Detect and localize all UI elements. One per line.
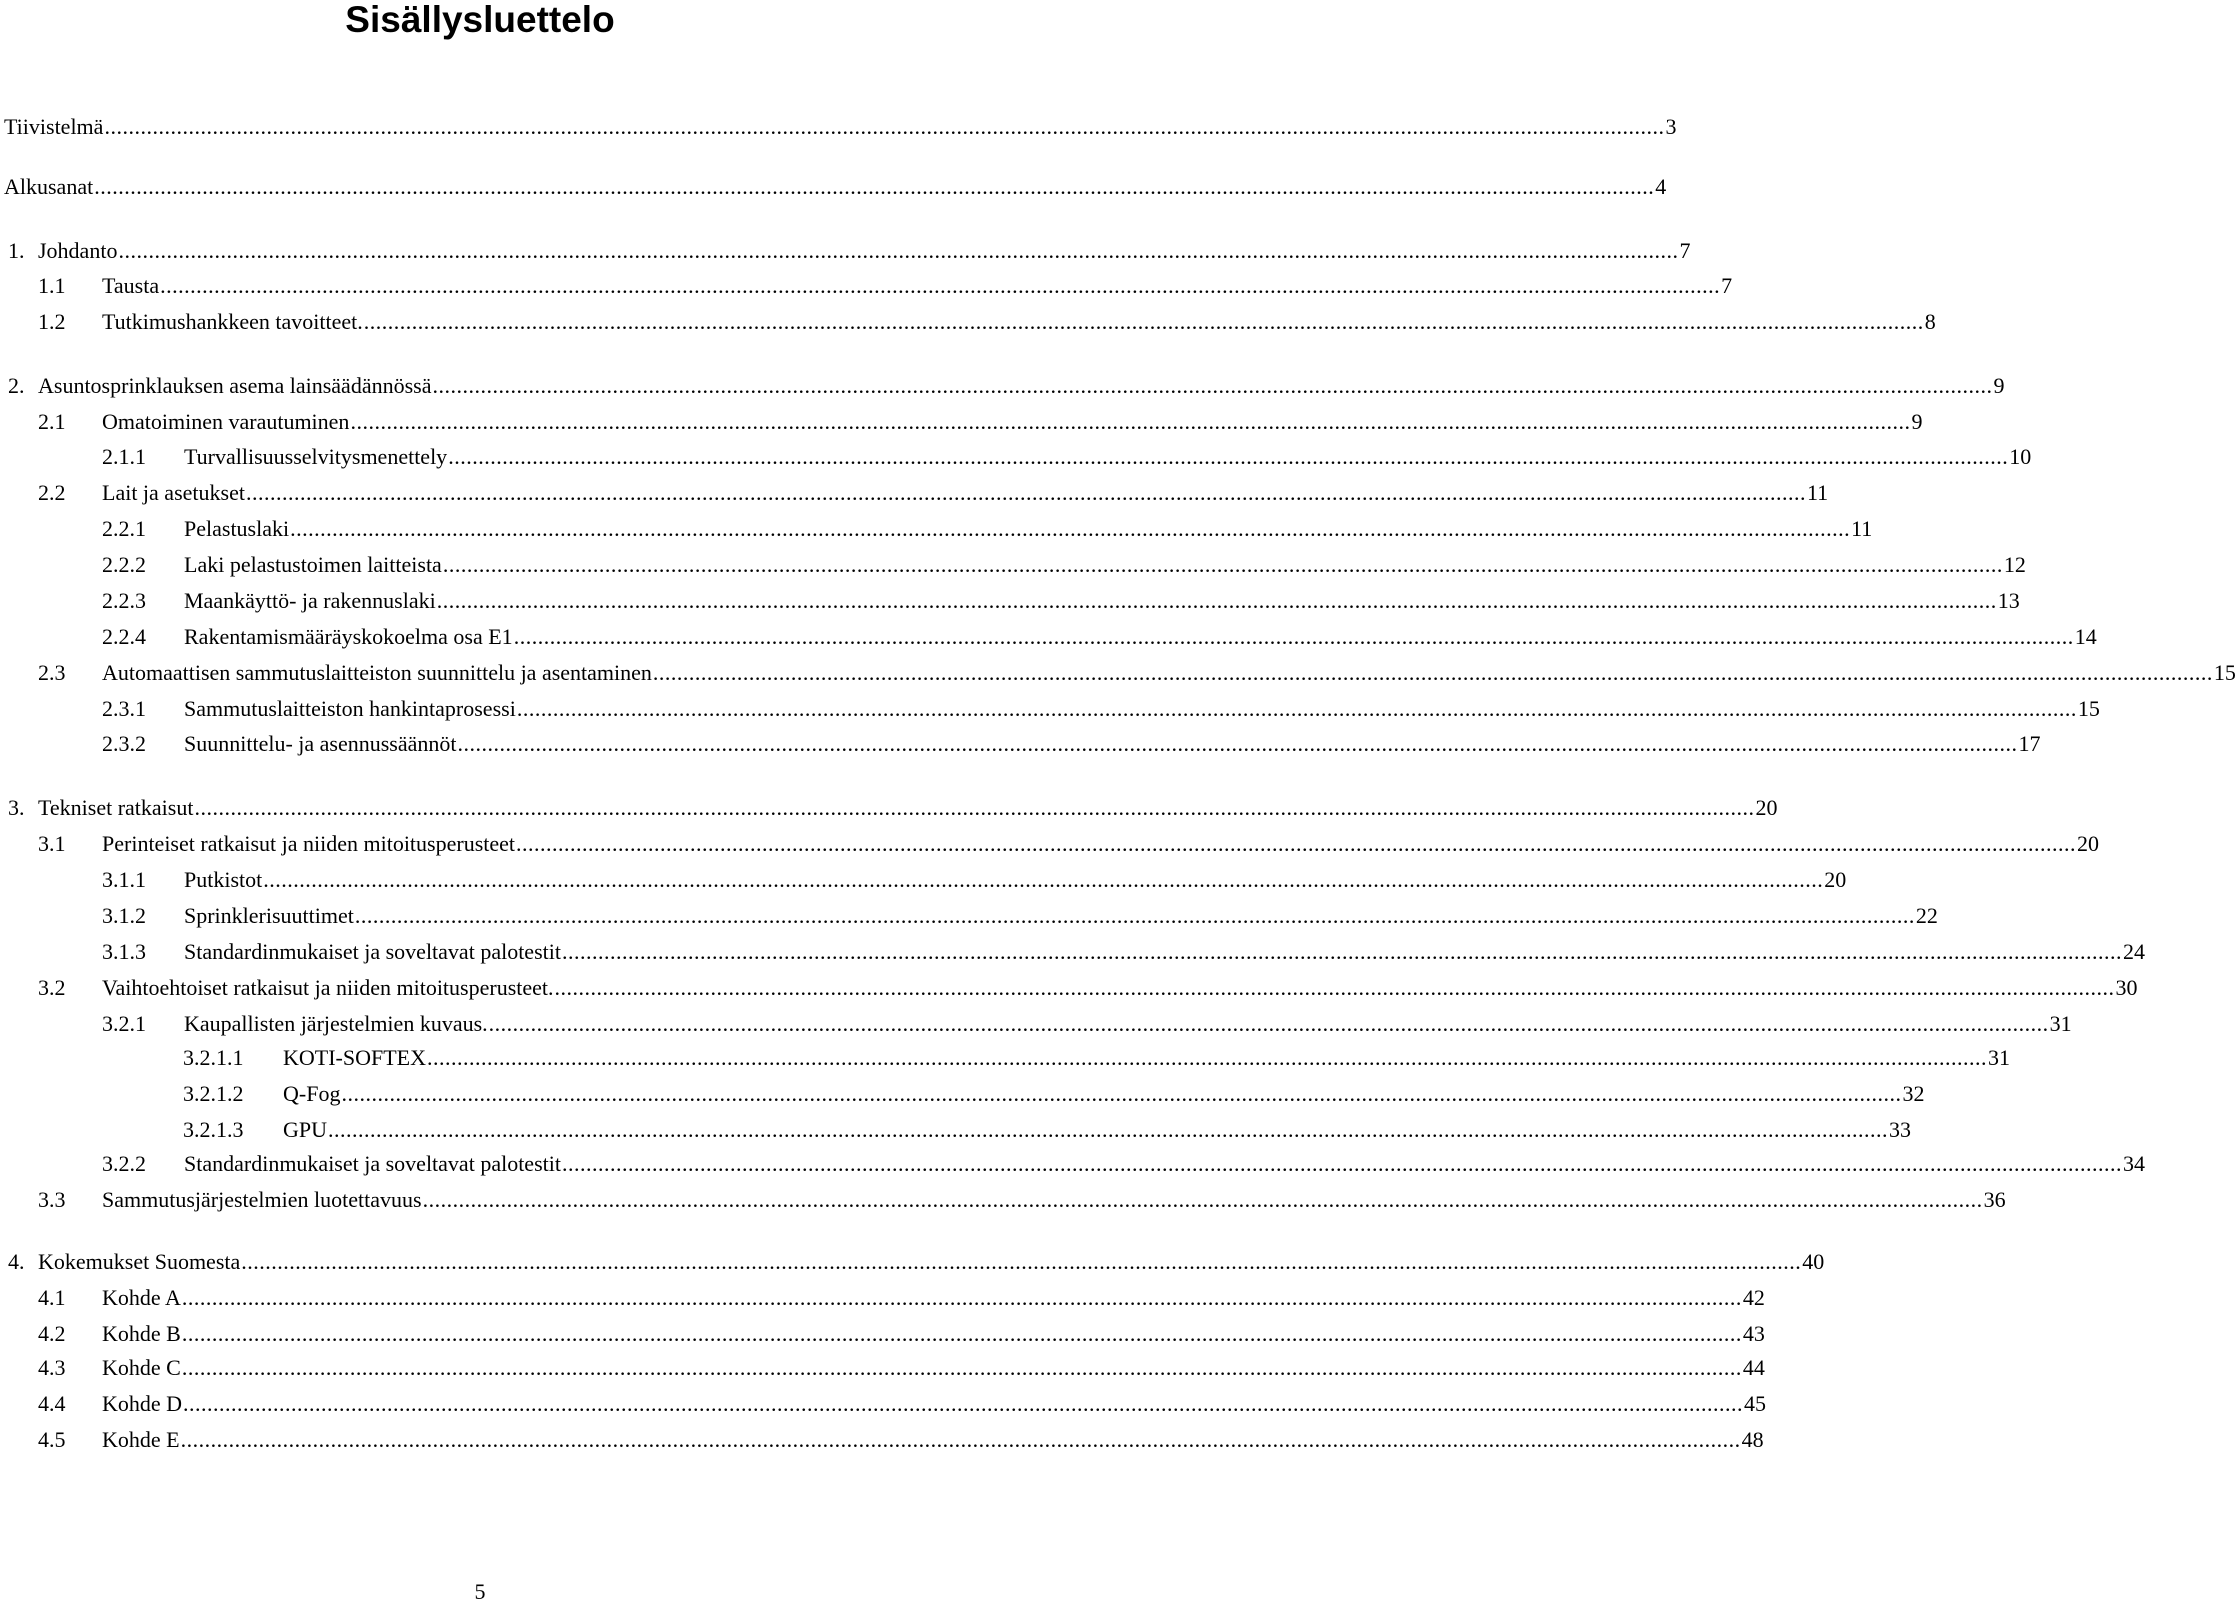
- toc-entry[interactable]: [102, 515, 1873, 543]
- toc-entry-number: 2.1.1: [102, 444, 146, 469]
- toc-entry-page: 13: [1997, 588, 2020, 613]
- toc-entry-page: 7: [1721, 273, 1733, 298]
- toc-entry[interactable]: [8, 237, 1691, 265]
- toc-entry-page: 12: [2003, 552, 2026, 577]
- toc-entry[interactable]: [38, 830, 2100, 858]
- toc-entry[interactable]: [8, 372, 2005, 400]
- dot-leader: ....................................................................................................................................................................................................................................................................: [442, 552, 2003, 577]
- toc-entry-title: Kaupallisten järjestelmien kuvaus.: [184, 1011, 488, 1036]
- toc-entry-number: 4.3: [38, 1355, 66, 1380]
- toc-entry-title: Rakentamismääräyskokoelma osa E1: [184, 624, 513, 649]
- dot-leader: ....................................................................................................................................................................................................................................................................: [554, 975, 2115, 1000]
- toc-entry[interactable]: [102, 902, 1938, 930]
- dot-leader: ....................................................................................................................................................................................................................................................................: [241, 1249, 1802, 1274]
- toc-entry-page: 43: [1742, 1321, 1765, 1346]
- toc-entry-number: 3.1.1: [102, 867, 146, 892]
- toc-entry-number: 3.2.1.2: [183, 1081, 244, 1106]
- toc-entry-page: 9: [1911, 409, 1923, 434]
- toc-entry-title: Kohde C: [102, 1355, 181, 1380]
- toc-entry[interactable]: [38, 408, 1923, 436]
- toc-entry[interactable]: [183, 1080, 1925, 1108]
- toc-entry-page: 30: [2115, 975, 2138, 1000]
- toc-entry-title: Vaihtoehtoiset ratkaisut ja niiden mitoitusperusteet.: [102, 975, 554, 1000]
- toc-entry-number: 4.5: [38, 1427, 66, 1452]
- dot-leader: ....................................................................................................................................................................................................................................................................: [427, 1045, 1987, 1070]
- toc-entry-title: Automaattisen sammutuslaitteiston suunnittelu ja asentaminen: [102, 660, 652, 685]
- toc-entry-number: 2.3.2: [102, 731, 146, 756]
- dot-leader: ....................................................................................................................................................................................................................................................................: [561, 939, 2122, 964]
- toc-entry[interactable]: [102, 695, 2100, 723]
- dot-leader: ....................................................................................................................................................................................................................................................................: [652, 660, 2213, 685]
- toc-entry[interactable]: [8, 1248, 1825, 1276]
- toc-entry-number: 4.2: [38, 1321, 66, 1346]
- dot-leader: ....................................................................................................................................................................................................................................................................: [363, 309, 1924, 334]
- toc-entry[interactable]: [38, 974, 2138, 1002]
- toc-entry-title: Q-Fog: [283, 1081, 341, 1106]
- toc-entry-title: Lait ja asetukset: [102, 480, 245, 505]
- toc-entry-page: 15: [2077, 696, 2100, 721]
- toc-entry-page: 10: [2009, 444, 2032, 469]
- toc-entry[interactable]: [38, 1284, 1765, 1312]
- dot-leader: ....................................................................................................................................................................................................................................................................: [290, 516, 1851, 541]
- toc-entry[interactable]: [102, 443, 2032, 471]
- toc-entry-page: 33: [1889, 1117, 1912, 1142]
- toc-entry-number: 3.1: [38, 831, 66, 856]
- toc-entry-title: Perinteiset ratkaisut ja niiden mitoitusperusteet: [102, 831, 516, 856]
- toc-entry[interactable]: [102, 730, 2041, 758]
- toc-entry[interactable]: [102, 623, 2097, 651]
- toc-entry-title: Kohde D: [102, 1391, 183, 1416]
- toc-entry-number: 3.2: [38, 975, 66, 1000]
- toc-entry-title: Johdanto: [38, 238, 118, 263]
- dot-leader: ....................................................................................................................................................................................................................................................................: [328, 1117, 1889, 1142]
- toc-entry-title: Tekniset ratkaisut: [38, 795, 194, 820]
- toc-entry-number: 3.2.1: [102, 1011, 146, 1036]
- toc-entry-page: 3: [1665, 114, 1677, 139]
- toc-entry-title: Sprinklerisuuttimet: [184, 903, 354, 928]
- toc-entry[interactable]: [102, 938, 2145, 966]
- toc-entry-title: KOTI-SOFTEX: [283, 1045, 426, 1070]
- dot-leader: ....................................................................................................................................................................................................................................................................: [448, 444, 2009, 469]
- toc-entry[interactable]: [8, 794, 1778, 822]
- toc-entry-page: 8: [1924, 309, 1936, 334]
- toc-entry-page: 9: [1993, 373, 2005, 398]
- toc-entry[interactable]: [102, 866, 1847, 894]
- toc-entry-page: 31: [2049, 1011, 2072, 1036]
- toc-entry[interactable]: [4, 113, 1677, 141]
- toc-entry-page: 48: [1741, 1427, 1764, 1452]
- toc-entry-page: 32: [1902, 1081, 1925, 1106]
- toc-entry-number: 2.2.2: [102, 552, 146, 577]
- dot-leader: ....................................................................................................................................................................................................................................................................: [104, 114, 1665, 139]
- toc-entry-number: 3.1.2: [102, 903, 146, 928]
- toc-entry-number: 4.4: [38, 1391, 66, 1416]
- toc-entry-title: Tutkimushankkeen tavoitteet.: [102, 309, 363, 334]
- toc-entry-number: 4.1: [38, 1285, 66, 1310]
- toc-entry[interactable]: [38, 1354, 1765, 1382]
- toc-entry[interactable]: [38, 1426, 1764, 1454]
- dot-leader: ....................................................................................................................................................................................................................................................................: [183, 1391, 1744, 1416]
- toc-entry-number: 3.1.3: [102, 939, 146, 964]
- toc-entry[interactable]: [102, 587, 2020, 615]
- page-number: 5: [474, 1579, 486, 1604]
- toc-entry-page: 20: [1824, 867, 1847, 892]
- toc-entry-page: 36: [1983, 1187, 2006, 1212]
- toc-entry-title: Turvallisuusselvitysmenettely: [184, 444, 448, 469]
- toc-entry-number: 2.2.4: [102, 624, 146, 649]
- dot-leader: ....................................................................................................................................................................................................................................................................: [432, 373, 1993, 398]
- toc-entry-title: Sammutusjärjestelmien luotettavuus: [102, 1187, 422, 1212]
- toc-entry-number: 2.: [8, 373, 25, 398]
- dot-leader: ....................................................................................................................................................................................................................................................................: [181, 1355, 1742, 1380]
- toc-entry-page: 22: [1915, 903, 1938, 928]
- toc-entry-title: Alkusanat: [4, 174, 94, 199]
- toc-entry-page: 44: [1742, 1355, 1765, 1380]
- toc-entry-number: 1.: [8, 238, 25, 263]
- dot-leader: ....................................................................................................................................................................................................................................................................: [341, 1081, 1902, 1106]
- toc-entry-title: Omatoiminen varautuminen: [102, 409, 350, 434]
- toc-entry-number: 3.2.1.3: [183, 1117, 244, 1142]
- toc-entry-title: Tausta: [102, 273, 160, 298]
- toc-entry[interactable]: [183, 1116, 1912, 1144]
- toc-entry-page: 34: [2122, 1151, 2145, 1176]
- toc-entry-number: 4.: [8, 1249, 25, 1274]
- dot-leader: ....................................................................................................................................................................................................................................................................: [194, 795, 1755, 820]
- toc-entry[interactable]: [4, 173, 1667, 201]
- toc-entry-title: Standardinmukaiset ja soveltavat palotestit: [184, 939, 561, 964]
- toc-entry-page: 45: [1744, 1391, 1767, 1416]
- toc-entry-page: 7: [1679, 238, 1691, 263]
- toc-entry-page: 40: [1802, 1249, 1825, 1274]
- toc-entry-title: Putkistot: [184, 867, 263, 892]
- dot-leader: ....................................................................................................................................................................................................................................................................: [516, 696, 2077, 721]
- dot-leader: ....................................................................................................................................................................................................................................................................: [457, 731, 2018, 756]
- toc-entry-page: 17: [2018, 731, 2041, 756]
- toc-entry-number: 2.2.3: [102, 588, 146, 613]
- toc-entry-page: 31: [1988, 1045, 2010, 1070]
- dot-leader: ....................................................................................................................................................................................................................................................................: [118, 238, 1679, 263]
- toc-entry[interactable]: [38, 479, 1829, 507]
- toc-entry-title: Sammutuslaitteiston hankintaprosessi: [184, 696, 516, 721]
- toc-entry-number: 2.2: [38, 480, 66, 505]
- toc-entry-number: 2.1: [38, 409, 66, 434]
- dot-leader: ....................................................................................................................................................................................................................................................................: [513, 624, 2074, 649]
- dot-leader: ....................................................................................................................................................................................................................................................................: [350, 409, 1911, 434]
- dot-leader: ....................................................................................................................................................................................................................................................................: [354, 903, 1915, 928]
- toc-entry[interactable]: [38, 1390, 1767, 1418]
- dot-leader: ....................................................................................................................................................................................................................................................................: [181, 1321, 1742, 1346]
- toc-entry-number: 3.: [8, 795, 25, 820]
- dot-leader: ....................................................................................................................................................................................................................................................................: [245, 480, 1806, 505]
- dot-leader: ....................................................................................................................................................................................................................................................................: [263, 867, 1824, 892]
- toc-entry-page: 20: [2077, 831, 2100, 856]
- toc-entry-number: 1.2: [38, 309, 66, 334]
- toc-entry-page: 42: [1742, 1285, 1765, 1310]
- dot-leader: ....................................................................................................................................................................................................................................................................: [181, 1285, 1742, 1310]
- toc-entry-title: Maankäyttö- ja rakennuslaki: [184, 588, 436, 613]
- toc-entry-title: Kohde E: [102, 1427, 180, 1452]
- toc-entry[interactable]: [102, 1150, 2145, 1178]
- toc-entry-title: Asuntosprinklauksen asema lainsäädännössä: [38, 373, 432, 398]
- toc-entry-page: 15: [2213, 660, 2236, 685]
- toc-entry-number: 3.2.1.1: [183, 1045, 244, 1070]
- toc-entry-title: Suunnittelu- ja asennussäännöt: [184, 731, 457, 756]
- toc-entry[interactable]: [102, 551, 2026, 579]
- toc-entry[interactable]: [38, 1186, 2006, 1214]
- toc-entry-number: 1.1: [38, 273, 66, 298]
- dot-leader: ....................................................................................................................................................................................................................................................................: [488, 1011, 2049, 1036]
- toc-entry[interactable]: [38, 659, 2236, 687]
- dot-leader: ....................................................................................................................................................................................................................................................................: [160, 273, 1721, 298]
- toc-entry-title: Standardinmukaiset ja soveltavat palotestit: [184, 1151, 561, 1176]
- toc-entry[interactable]: [38, 308, 1936, 336]
- toc-entry-number: 2.2.1: [102, 516, 146, 541]
- toc-entry-title: Tiivistelmä: [4, 114, 104, 139]
- dot-leader: ....................................................................................................................................................................................................................................................................: [94, 174, 1655, 199]
- toc-entry-number: 2.3: [38, 660, 66, 685]
- dot-leader: ....................................................................................................................................................................................................................................................................: [422, 1187, 1983, 1212]
- toc-entry-page: 24: [2122, 939, 2145, 964]
- toc-entry-page: 11: [1851, 516, 1873, 541]
- toc-entry-page: 20: [1755, 795, 1778, 820]
- toc-entry-title: Kohde A: [102, 1285, 181, 1310]
- toc-entry-title: Laki pelastustoimen laitteista: [184, 552, 442, 577]
- toc-entry-page: 4: [1655, 174, 1667, 199]
- toc-entry[interactable]: [38, 1320, 1765, 1348]
- toc-entry-number: 3.2.2: [102, 1151, 146, 1176]
- toc-entry-number: 2.3.1: [102, 696, 146, 721]
- toc-entry-page: 14: [2074, 624, 2097, 649]
- toc-entry[interactable]: [38, 272, 1733, 300]
- page-title: Sisällysluettelo: [345, 0, 615, 40]
- dot-leader: ....................................................................................................................................................................................................................................................................: [436, 588, 1997, 613]
- toc-entry-number: 3.3: [38, 1187, 66, 1212]
- dot-leader: ....................................................................................................................................................................................................................................................................: [180, 1427, 1741, 1452]
- toc-entry[interactable]: [183, 1044, 2010, 1072]
- dot-leader: ....................................................................................................................................................................................................................................................................: [561, 1151, 2122, 1176]
- toc-entry-title: Kokemukset Suomesta: [38, 1249, 241, 1274]
- toc-entry-title: Pelastuslaki: [184, 516, 290, 541]
- dot-leader: ....................................................................................................................................................................................................................................................................: [516, 831, 2077, 856]
- toc-entry-page: 11: [1806, 480, 1829, 505]
- toc-entry-title: Kohde B: [102, 1321, 181, 1346]
- toc-entry-title: GPU: [283, 1117, 328, 1142]
- toc-entry[interactable]: [102, 1010, 2072, 1038]
